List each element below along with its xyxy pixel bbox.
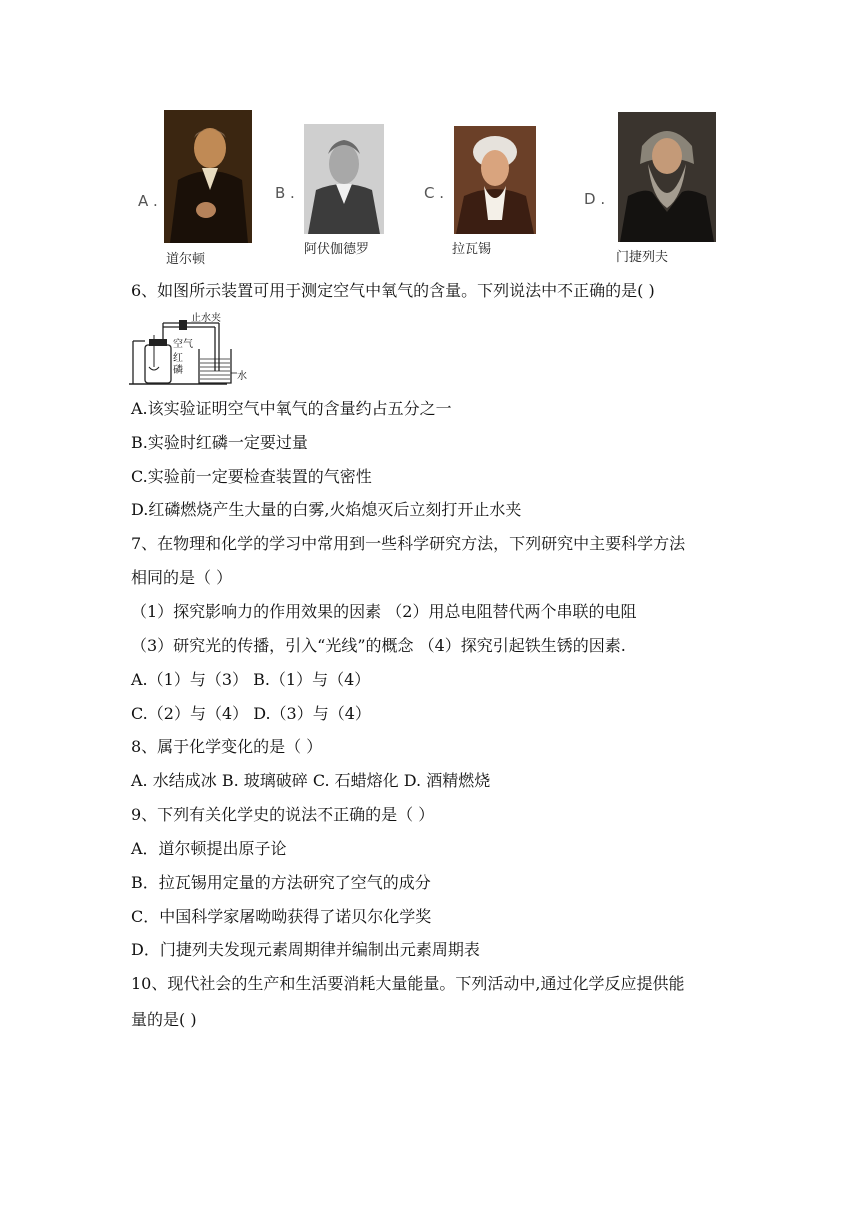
question-6-option-b: B.实验时红磷一定要过量 — [131, 433, 308, 452]
question-8-options: A. 水结成冰 B. 玻璃破碎 C. 石蜡熔化 D. 酒精燃烧 — [131, 771, 491, 790]
phosphorus-label: 红 — [173, 353, 183, 364]
portrait-caption: 门捷列夫 — [616, 250, 669, 265]
question-7-item-list: （3）研究光的传播，引入“光线”的概念 （4）探究引起铁生锈的因素. — [131, 636, 626, 655]
lavoisier-portrait-image — [454, 126, 536, 234]
option-letter: B . — [275, 184, 295, 202]
water-label: 水 — [237, 371, 247, 382]
avogadro-portrait-image — [304, 124, 384, 234]
option-letter: D . — [584, 190, 606, 208]
question-6-option-d: D.红磷燃烧产生大量的白雾,火焰熄灭后立刻打开止水夹 — [131, 500, 522, 519]
question-9-option-a: A．道尔顿提出原子论 — [131, 839, 287, 858]
portrait-caption: 拉瓦锡 — [452, 242, 492, 257]
question-9-option-c: C．中国科学家屠呦呦获得了诺贝尔化学奖 — [131, 907, 432, 926]
oxygen-measurement-apparatus-diagram — [127, 309, 247, 389]
question-7-item-list: （1）探究影响力的作用效果的因素 （2）用总电阻替代两个串联的电阻 — [131, 602, 637, 621]
option-letter: A . — [138, 192, 158, 210]
question-7-stem: 7、在物理和化学的学习中常用到一些科学研究方法，下列研究中主要科学方法 — [131, 534, 686, 553]
question-7-options-ab: A.（1）与（3） B.（1）与（4） — [131, 670, 371, 689]
question-6-option-a: A.该实验证明空气中氧气的含量约占五分之一 — [131, 399, 452, 418]
dalton-portrait-image — [164, 110, 252, 243]
option-letter: C . — [424, 184, 445, 202]
question-9-option-d: D．门捷列夫发现元素周期律并编制出元素周期表 — [131, 940, 480, 959]
phosphorus-label: 磷 — [173, 365, 183, 376]
clamp-label: 止水夹 — [191, 313, 221, 324]
question-6-stem: 6、如图所示装置可用于测定空气中氧气的含量。下列说法中不正确的是( ) — [131, 281, 655, 300]
portrait-caption: 阿伏伽德罗 — [304, 242, 370, 257]
air-label: 空气 — [173, 339, 193, 350]
mendeleev-portrait-image — [618, 112, 716, 242]
option-b-portrait — [272, 124, 402, 270]
portrait-caption: 道尔顿 — [166, 252, 206, 267]
question-6-option-c: C.实验前一定要检查装置的气密性 — [131, 467, 372, 486]
question-10-stem-continued: 量的是( ) — [131, 1010, 197, 1029]
question-9-option-b: B．拉瓦锡用定量的方法研究了空气的成分 — [131, 873, 431, 892]
option-c-portrait — [420, 126, 550, 270]
question-10-stem: 10、现代社会的生产和生活要消耗大量能量。下列活动中,通过化学反应提供能 — [131, 974, 685, 993]
option-d-portrait — [580, 112, 730, 270]
option-a-portrait — [136, 110, 266, 270]
question-8-stem: 8、属于化学变化的是（ ） — [131, 737, 323, 756]
question-7-stem-continued: 相同的是（ ） — [131, 568, 233, 587]
question-9-stem: 9、下列有关化学史的说法不正确的是（ ） — [131, 805, 435, 824]
question-7-options-cd: C.（2）与（4） D.（3）与（4） — [131, 704, 371, 723]
